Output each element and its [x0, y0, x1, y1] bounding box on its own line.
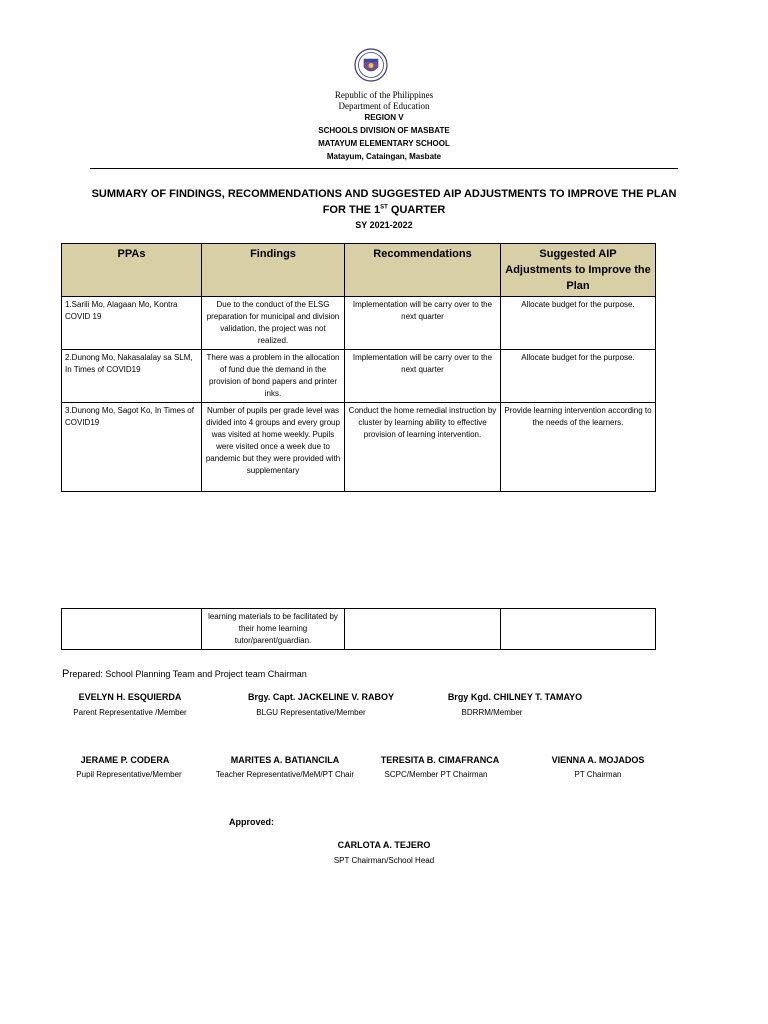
- header-region: REGION V: [364, 113, 404, 122]
- signatory-role: Teacher Representative/MeM/PT Chair: [215, 770, 355, 779]
- school-year: SY 2021-2022: [355, 220, 413, 230]
- cell-recommendation: Implementation will be carry over to the next quarter: [345, 297, 501, 350]
- signatory-name: Brgy Kgd. CHILNEY T. TAMAYO: [447, 692, 583, 702]
- findings-table: [61, 243, 656, 492]
- signatory-name: Brgy. Capt. JACKELINE V. RABOY: [247, 692, 395, 702]
- cell-recommendation: Conduct the home remedial instruction by cluster by learning ability to effective provision of learning intervention.: [345, 403, 501, 492]
- header-recommendations: Recommendations: [345, 244, 501, 297]
- header-findings: Findings: [202, 244, 345, 297]
- table-row: [62, 297, 656, 350]
- signatory-name: EVELYN H. ESQUIERDA: [78, 692, 182, 702]
- cell-adjustment: Allocate budget for the purpose.: [501, 297, 656, 350]
- approver-name: CARLOTA A. TEJERO: [337, 840, 431, 850]
- cell-recommendation: [345, 609, 501, 650]
- signatory-role: BLGU Representative/Member: [256, 708, 366, 717]
- header-department: Department of Education: [338, 101, 430, 111]
- cell-adjustment: Provide learning intervention according to the needs of the learners.: [501, 403, 656, 492]
- header-adjustments: Suggested AIP Adjustments to Improve the Plan: [501, 244, 656, 297]
- findings-table-continuation: [61, 608, 656, 650]
- signatory-name: TERESITA B. CIMAFRANCA: [380, 755, 500, 765]
- signatory-name: JERAME P. CODERA: [80, 755, 170, 765]
- header-divider: [90, 168, 678, 169]
- cell-ppa: [62, 609, 202, 650]
- signatory-role: PT Chairman: [574, 770, 622, 779]
- cell-ppa: 2.Dunong Mo, Nakasalalay sa SLM, In Times of COVID19: [62, 350, 202, 403]
- prepared-label: Prepared: School Planning Team and Project team Chairman: [62, 668, 307, 680]
- header-address: Matayum, Cataingan, Masbate: [326, 152, 442, 161]
- deped-seal-logo: [354, 48, 388, 82]
- header-division: SCHOOLS DIVISION OF MASBATE: [318, 126, 450, 135]
- cell-finding: Number of pupils per grade level was divided into 4 groups and every group was visited at home weekly. Pupils were visited once a week due to pandemic but they were provided with supplementary: [202, 403, 345, 492]
- header-school: MATAYUM ELEMENTARY SCHOOL: [318, 139, 450, 148]
- header-ppas: PPAs: [62, 244, 202, 297]
- cell-adjustment: [501, 609, 656, 650]
- cell-finding: Due to the conduct of the ELSG preparation for municipal and division validation, the project was not realized.: [202, 297, 345, 350]
- cell-recommendation: Implementation will be carry over to the next quarter: [345, 350, 501, 403]
- document-title: SUMMARY OF FINDINGS, RECOMMENDATIONS AND SUGGESTED AIP ADJUSTMENTS TO IMPROVE THE PLAN: [91, 188, 677, 200]
- signatory-name: MARITES A. BATIANCILA: [230, 755, 340, 765]
- signatory-role: Parent Representative /Member: [73, 708, 187, 717]
- signatory-role: BDRRM/Member: [461, 708, 523, 717]
- header-republic: Republic of the Philippines: [334, 90, 434, 100]
- table-row: [62, 403, 656, 492]
- approved-label: Approved:: [229, 817, 274, 827]
- cell-adjustment: Allocate budget for the purpose.: [501, 350, 656, 403]
- signatory-role: Pupil Representative/Member: [76, 770, 182, 779]
- signatory-name: VIENNA A. MOJADOS: [551, 755, 645, 765]
- table-header-row: [62, 244, 656, 297]
- table-row: [62, 609, 656, 650]
- table-row: [62, 350, 656, 403]
- cell-ppa: 3.Dunong Mo, Sagot Ko, In Times of COVID19: [62, 403, 202, 492]
- document-title-quarter: FOR THE 1ST QUARTER: [322, 204, 446, 216]
- signatory-role: SCPC/Member PT Chairman: [384, 770, 488, 779]
- cell-finding: There was a problem in the allocation of fund due the demand in the provision of bond papers and printer inks.: [202, 350, 345, 403]
- cell-ppa: 1.Sarili Mo, Alagaan Mo, Kontra COVID 19: [62, 297, 202, 350]
- cell-finding: learning materials to be facilitated by their home learning tutor/parent/guardian.: [202, 609, 345, 650]
- approver-role: SPT Chairman/School Head: [333, 856, 435, 865]
